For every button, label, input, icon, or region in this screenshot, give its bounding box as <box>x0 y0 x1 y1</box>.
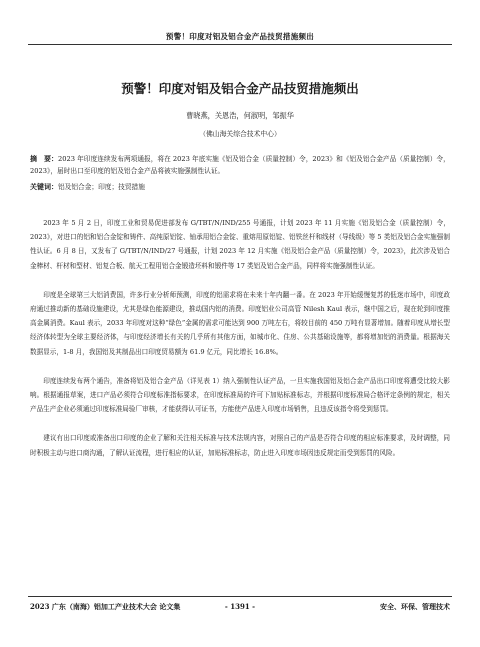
article-title: 预警！印度对铝及铝合金产品技贸措施频出 <box>121 81 359 96</box>
keywords <box>30 181 450 193</box>
abstract-text: 2023 年印度连续发布两项通报，将在 2023 年底实施《铝及铝合金（质量控制）令，2023》和《铝及铝合金产品（质量控制）令，2023》，届时出口至印度的铝及铝合金产品将被实施强制性认证。 <box>30 155 450 175</box>
footer-rule <box>28 596 452 597</box>
article-authors: 曹晓燕，关恩浩，何淑明，邹振华 <box>186 111 294 120</box>
keywords-text: 铝及铝合金；印度；技贸措施 <box>58 183 145 191</box>
footer-proceedings: 2023 广东（南海）铝加工产业技术大会 论文集 <box>30 602 181 611</box>
abstract <box>30 153 450 177</box>
abstract-label: 摘 要： <box>30 155 58 163</box>
page-number: - 1391 - <box>224 602 256 611</box>
body-paragraph: 2023 年 5 月 2 日，印度工业和贸易促进部发布 G/TBT/N/IND/255 号通报，计划 2023 年 11 月实施《铝及铝合金（质量控制）令，2023》，对进口的铝和铝合金锭和铸件、高纯原铝锭、铀承用铝合金锭、重熔用原铝锭、铝铁丝杆和线材（导线级）等 5 类铝及铝合金实施强制性认证。6 月 8 日，又发布了 G/TBT/N/IND/27 号通报，计划 2023 年 12 月实施《铝及铝合金产品（质量控制）令，2023》，此次涉及铝合金棒材、杆材和型材、铝复合板、航天工程用铝合金锻造坯料和锻件等 17 类铝及铝合金产品，同样将实施强制性认证。 <box>30 219 450 270</box>
article-body <box>30 216 450 475</box>
body-paragraph: 印度是全球第三大铝消费国，许多行业分析师预测，印度的铝需求将在未来十年内翻一番。在 2023 年开始缓慢复苏的低迷市场中，印度政府通过推动新的基础设施建设，尤其是绿色能源建设，推动国内铝的消费。印度铝业公司高管 Nilesh Kaul 表示，继中国之后，现在轮到印度推高金属消费。Kaul 表示，2033 年印度对这种“绿色”金属的需求可能达到 900 万吨左右，将较目前的 450 万吨有显著增加。随着印度从增长型经济体转型为全球主要经济体，与印度经济增长有关的几乎所有其他方面，如城市化、住房、公共基础设施等，都将增加铝的消费量。根据海关数据显示，1-8 月，我国铝及其制品出口印度贸易额为 61.9 亿元，同比增长 16.8%。 <box>30 290 450 356</box>
keywords-label: 关键词： <box>30 183 58 191</box>
body-paragraph: 建议有出口印度或准备出口印度的企业了解和关注相关标准与技术法规内容，对照自己的产品是否符合印度的相应标准要求，及时调整，同时积极主动与进口商沟通，了解认证流程，进行相应的认证，加贴标准标志，防止进入印度市场因违反规定而受到惩罚的风险。 <box>30 434 450 457</box>
footer-section: 安全、环保、管理技术 <box>380 602 450 611</box>
header-rule <box>28 44 452 45</box>
body-paragraph: 印度连续发布两个通告，准备将铝及铝合金产品（详见表 1）纳入强制性认证产品，一旦实施我国铝及铝合金产品出口印度将遭受比较大影响。根据通报草案，进口产品必须符合印度标准指标要求，在印度标准局的许可下加贴标准标志，并根据印度标准局合格评定条例的规定，相关产品生产企业必须通过印度标准局验厂审核，才能获得认可证书，方能使产品进入印度市场销售，且违反该指令将受到惩罚。 <box>30 376 450 414</box>
running-header: 预警！印度对铝及铝合金产品技贸措施频出 <box>165 32 315 41</box>
article-affiliation: （佛山海关综合技术中心） <box>199 130 281 138</box>
